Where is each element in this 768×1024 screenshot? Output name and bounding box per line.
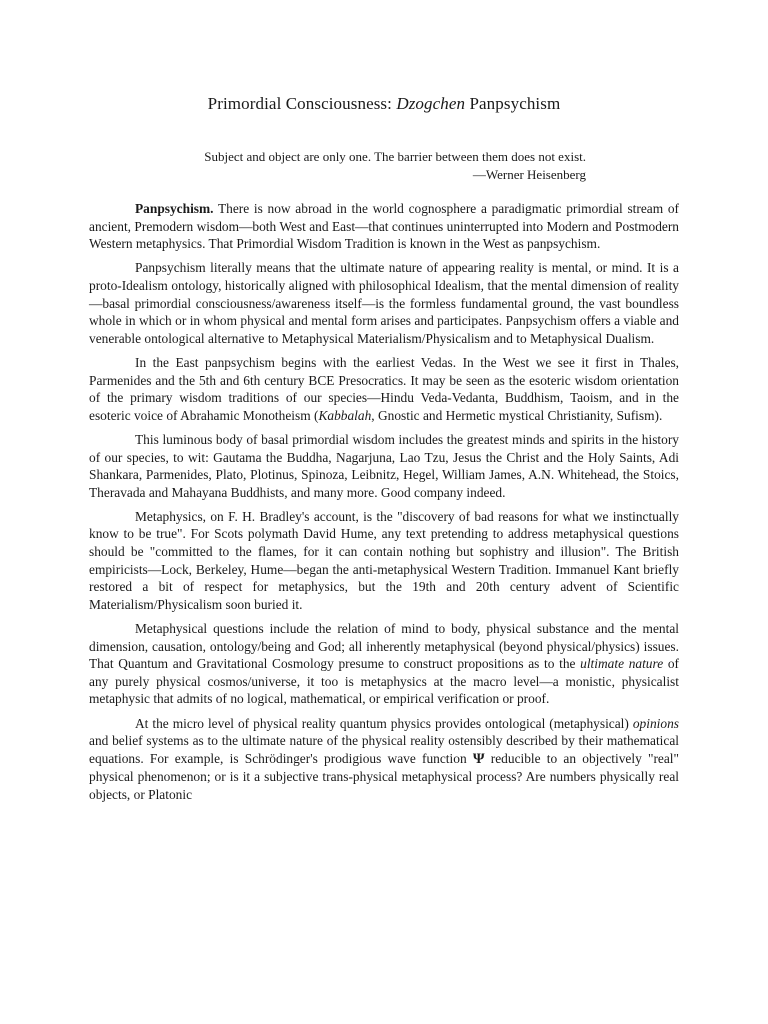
paragraph-2-text: Panpsychism literally means that the ultimate nature of appearing reality is mental, or mind. It is a proto-Idealism ontology, historically aligned with philosophical Idealism, that the mental dimension of reality—basal primordial consciousness/awareness itself—is the formless fundamental ground, the vast boundless whole in which or in whom physical and mental form arises and participates. Panpsychism offers a viable and venerable ontological alternative to Metaphysical Materialism/Physicalism and to Metaphysical Dualism. xyxy=(89,260,679,346)
epigraph xyxy=(89,148,586,184)
paragraph-6-after: of any purely physical cosmos/universe, it too is metaphysics at the macro level—a monistic, physicalist metaphysic that admits of no logical, mathematical, or empirical verification or proof. xyxy=(89,656,679,707)
paragraph-7-middle: and belief systems as to the ultimate nature of the physical reality ostensibly described by their mathematical equations. For example, is Schrödinger's prodigious wave function xyxy=(89,733,679,766)
paragraph-2 xyxy=(89,259,679,347)
paragraph-3-before: In the East panpsychism begins with the earliest Vedas. In the West we see it first in Thales, Parmenides and the 5th and 6th century BCE Presocratics. It may be seen as the esoteric wisdom orientation of the primary wisdom traditions of our species—Hindu Veda-Vedanta, Buddhism, Taoism, and in the esoteric voice of Abrahamic Monotheism ( xyxy=(89,354,679,423)
epigraph-quote: Subject and object are only one. The barrier between them does not exist. xyxy=(204,149,586,164)
title-prefix: Primordial Consciousness: xyxy=(207,94,397,113)
psi-symbol: Ψ xyxy=(472,750,485,767)
paragraph-6 xyxy=(89,620,679,708)
paragraph-4-text: This luminous body of basal primordial wisdom includes the greatest minds and spirits in the history of our species, to wit: Gautama the Buddha, Nagarjuna, Lao Tzu, Jesus the Christ and the Holy Saints, Adi Shankara, Parmenides, Plato, Plotinus, Spinoza, Leibnitz, Hegel, William James, A.N. Whitehead, the Stoics, Theravada and Mahayana Buddhists, and many more. Good company indeed. xyxy=(89,431,679,500)
paragraph-1-lead: Panpsychism. xyxy=(135,201,214,216)
paragraph-1-text: There is now abroad in the world cognosphere a paradigmatic primordial stream of ancient, Premodern wisdom—both West and East—that continues uninterrupted into Modern and Postmodern Western metaphysics. That Primordial Wisdom Tradition is known in the West as panpsychism. xyxy=(89,201,679,252)
paragraph-3-italic: Kabbalah xyxy=(318,407,372,423)
paragraph-7 xyxy=(89,715,679,804)
paragraph-6-italic: ultimate nature xyxy=(580,656,664,672)
paragraph-7-italic: opinions xyxy=(632,715,679,731)
paragraph-1 xyxy=(89,200,679,253)
paragraph-7-after: reducible to an objectively "real" physical phenomenon; or is it a subjective trans-physical metaphysical process? Are numbers physically real objects, or Platonic xyxy=(89,750,679,802)
epigraph-attribution: —Werner Heisenberg xyxy=(472,167,586,182)
paragraph-3 xyxy=(89,354,679,424)
title-italic: Dzogchen xyxy=(396,94,466,113)
paragraph-6-before: Metaphysical questions include the relation of mind to body, physical substance and the mental dimension, causation, ontology/being and God; all inherently metaphysical (beyond physical/physics) issues. That Quantum and Gravitational Cosmology presume to construct propositions as to the xyxy=(89,621,679,672)
paragraph-5 xyxy=(89,508,679,614)
document-body xyxy=(89,200,679,810)
title-suffix: Panpsychism xyxy=(465,94,561,113)
paragraph-7-before: At the micro level of physical reality quantum physics provides ontological (metaphysical) xyxy=(135,715,633,731)
paragraph-5-text: Metaphysics, on F. H. Bradley's account, is the "discovery of bad reasons for what we instinctually know to be true". For Scots polymath David Hume, any text pretending to address metaphysical questions should be "committed to the flames, for it can contain nothing but sophistry and illusion". The British empiricists—Lock, Berkeley, Hume—began the anti-metaphysical Western Tradition. Immanuel Kant briefly restored a bit of respect for metaphysics, but the 19th and 20th century advent of Scientific Materialism/Physicalism soon buried it. xyxy=(89,508,679,612)
document-title xyxy=(89,94,679,114)
paragraph-3-after: , Gnostic and Hermetic mystical Christianity, Sufism). xyxy=(371,407,663,423)
paragraph-4 xyxy=(89,431,679,501)
